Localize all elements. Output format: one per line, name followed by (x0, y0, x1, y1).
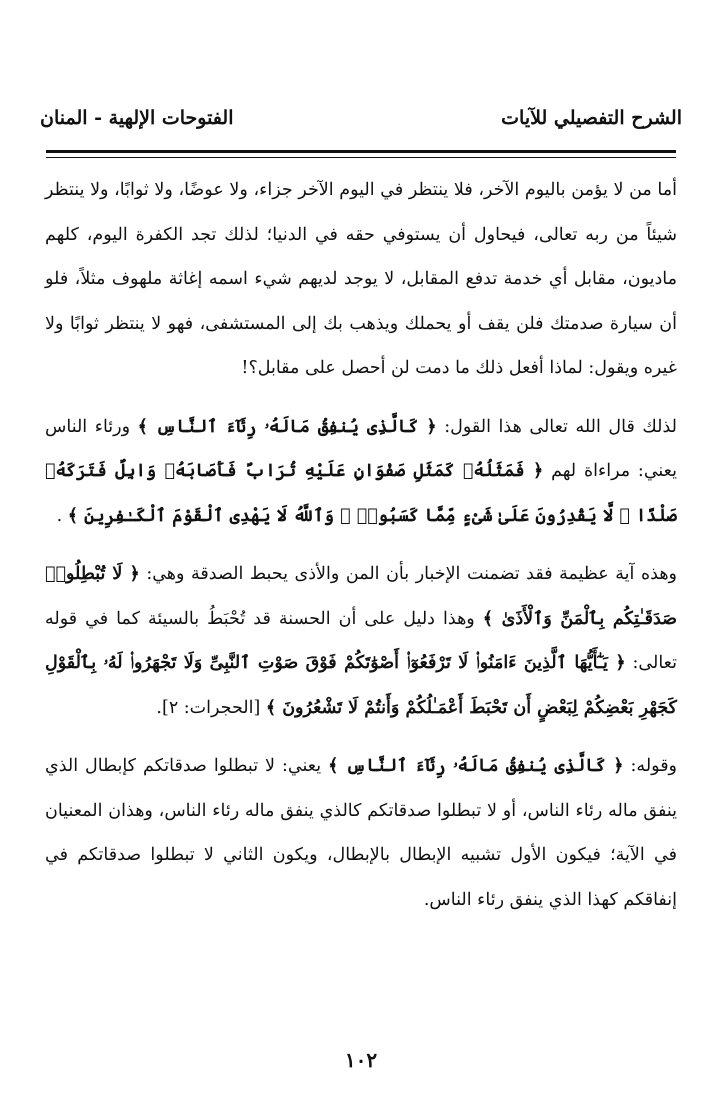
header-rule-thick (46, 150, 676, 153)
paragraph-text: يعني: لا تبطلوا صدقاتكم كإبطال الذي ينفق ماله رئاء الناس، أو لا تبطلوا صدقاتكم كالذي ينفق ماله رئاء الناس، وهذان المعنيان في الآية؛ فيكون الأول تشبيه الإبطال بالإبطال، ويكون الثاني لا تبطلوا صدقاتكم في إنفاقكم كهذا الذي ينفق رئاء الناس. (45, 756, 677, 910)
paragraph (45, 744, 677, 922)
paragraph-text: وهذا دليل على أن الحسنة قد تُحْبَطُ بالسيئة كما في قوله تعالى: (45, 608, 677, 673)
paragraph-text: ورئاء الناس يعني: مراءاة لهم (45, 416, 677, 481)
paragraph (45, 405, 677, 539)
paragraph-text: وهذه آية عظيمة فقد تضمنت الإخبار بأن المن والأذى يحبط الصدقة وهي: (139, 564, 677, 584)
header-rule-thin (46, 157, 676, 158)
paragraph-text: لذلك قال الله تعالى هذا القول: (436, 416, 677, 437)
quran-verse: ﴿ لَا تُبْطِلُوا۟ صَدَقَـٰتِكُم بِٱلْمَنِّ وَٱلْأَذَىٰ ﴾ (45, 564, 677, 629)
paragraph (45, 552, 677, 730)
header-left-title: الفتوحات الإلهية - المنان (40, 107, 234, 129)
quran-verse: ﴿ يَـٰٓأَيُّهَا ٱلَّذِينَ ءَامَنُوا۟ لَا تَرْفَعُوٓا۟ أَصْوَٰتَكُمْ فَوْقَ صَوْتِ ٱلنَّبِىِّ وَلَا تَجْهَرُوا۟ لَهُۥ بِٱلْقَوْلِ كَجَهْرِ بَعْضِكُمْ لِبَعْضٍ أَن تَحْبَطَ أَعْمَـٰلُكُمْ وَأَنتُمْ لَا تَشْعُرُونَ ﴾ (45, 653, 677, 718)
quran-verse: ﴿ كَالَّذِى يُنفِقُ مَالَهُۥ رِئَآءَ ٱلنَّاسِ ﴾ (328, 756, 624, 776)
paragraph (45, 168, 677, 391)
paragraph-text: . (56, 505, 68, 526)
paragraph-text: أما من لا يؤمن باليوم الآخر، فلا ينتظر في اليوم الآخر جزاء، ولا عوضًا، ولا ثوابًا، ولا ينتظر شيئاً من ربه تعالى، فيحاول أن يستوفي حقه في الدنيا؛ لذلك تجد الكفرة اليوم، كلهم ماديون، مقابل أي خدمة تدفع المقابل، لا يوجد لديهم شيء اسمه إغاثة ملهوف مثلاً، فلو أن سيارة صدمتك فلن يقف أو يحملك ويذهب بك إلى المستشفى، فهو لا ينتظر ثوابًا ولا غيره ويقول: لماذا أفعل ذلك ما دمت لن أحصل على مقابل؟! (45, 180, 677, 378)
quran-verse: ﴿ كَالَّذِى يُنفِقُ مَالَهُۥ رِئَآءَ ٱلنَّاسِ ﴾ (137, 416, 437, 437)
running-header (40, 98, 682, 138)
page-body (45, 168, 677, 922)
paragraph-text: [الحجرات: ٢]. (156, 697, 266, 718)
paragraph-text: وقوله: (623, 756, 678, 776)
header-right-title: الشرح التفصيلي للآيات (501, 107, 682, 129)
page-number: ١٠٢ (344, 1048, 378, 1072)
quran-verse: ﴿ فَمَثَلُهُۥ كَمَثَلِ صَفْوَانٍ عَلَيْهِ تُرَابٌ فَأَصَابَهُۥ وَابِلٌ فَتَرَكَهُۥ صَلْدًا ۖ لَّا يَقْدِرُونَ عَلَىٰ شَىْءٍ مِّمَّا كَسَبُوا۟ ۗ وَٱللَّهُ لَا يَهْدِى ٱلْقَوْمَ ٱلْكَـٰفِرِينَ ﴾ (45, 461, 677, 526)
